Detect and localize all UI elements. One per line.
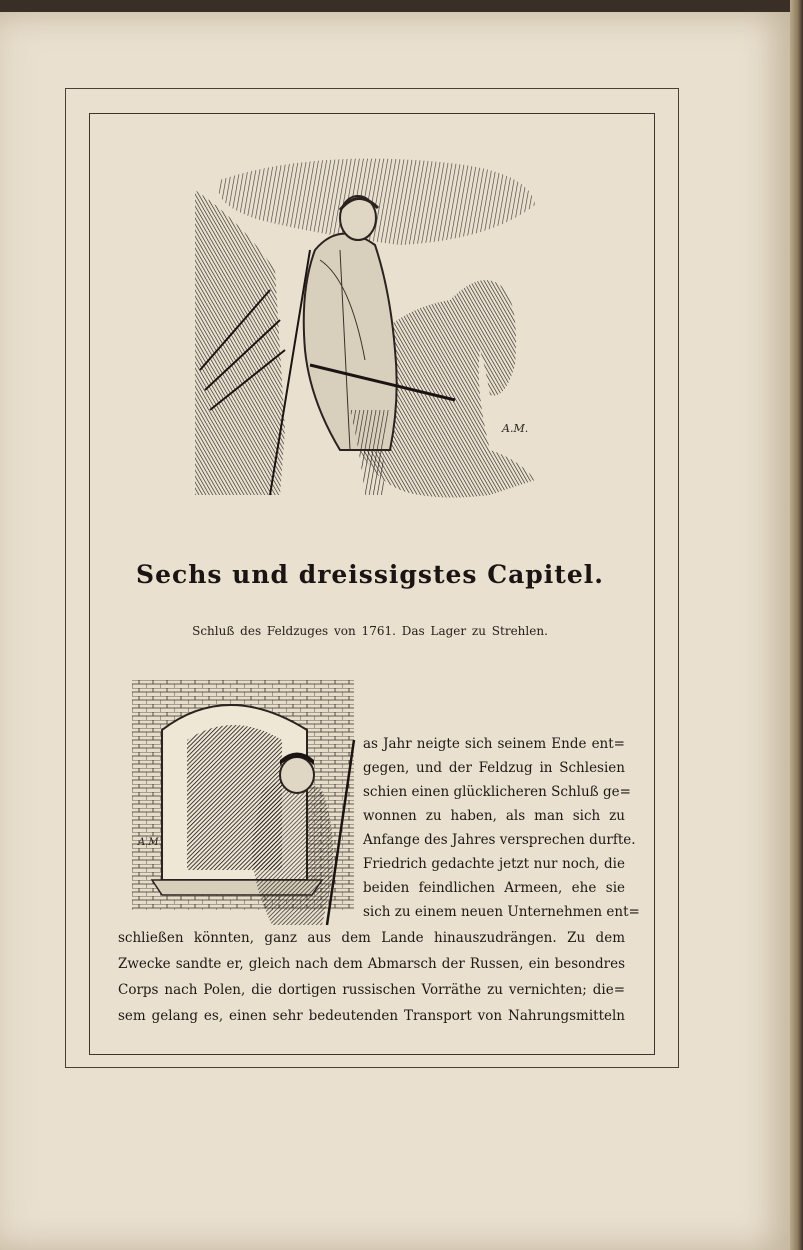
body-line-3: schien einen glücklicheren Schluß ge=	[363, 784, 631, 800]
body-line-12: sem gelang es, einen sehr bedeutenden Transport von Nahrungsmitteln	[118, 1008, 625, 1024]
chapter-title: Sechs und dreissigstes Capitel.	[136, 560, 604, 589]
body-line-2: gegen, und der Feldzug in Schlesien	[363, 760, 625, 776]
book-spine	[790, 0, 803, 1250]
top-signature: A.M.	[502, 422, 529, 435]
body-line-6: Friedrich gedachte jetzt nur noch, die	[363, 856, 625, 872]
body-line-9: schließen könnten, ganz aus dem Lande hinauszudrängen. Zu dem	[118, 930, 625, 946]
body-line-4: wonnen zu haben, als man sich zu	[363, 808, 625, 824]
body-line-1: as Jahr neigte sich seinem Ende ent=	[363, 736, 625, 752]
initial-signature: A.M.	[138, 837, 162, 848]
body-line-7: beiden feindlichen Armeen, ehe sie	[363, 880, 625, 896]
body-line-11: Corps nach Polen, die dortigen russischen Vorräthe zu vernichten; die=	[118, 982, 625, 998]
chapter-subtitle: Schluß des Feldzuges von 1761. Das Lager zu Strehlen.	[192, 624, 548, 638]
body-line-5: Anfange des Jahres versprechen durfte.	[363, 832, 636, 848]
body-line-10: Zwecke sandte er, gleich nach dem Abmarsch der Russen, ein besondres	[118, 956, 625, 972]
soldier-doorway-engraving	[132, 680, 360, 928]
rider-engraving	[190, 150, 550, 510]
body-line-8: sich zu einem neuen Unternehmen ent=	[363, 904, 640, 920]
